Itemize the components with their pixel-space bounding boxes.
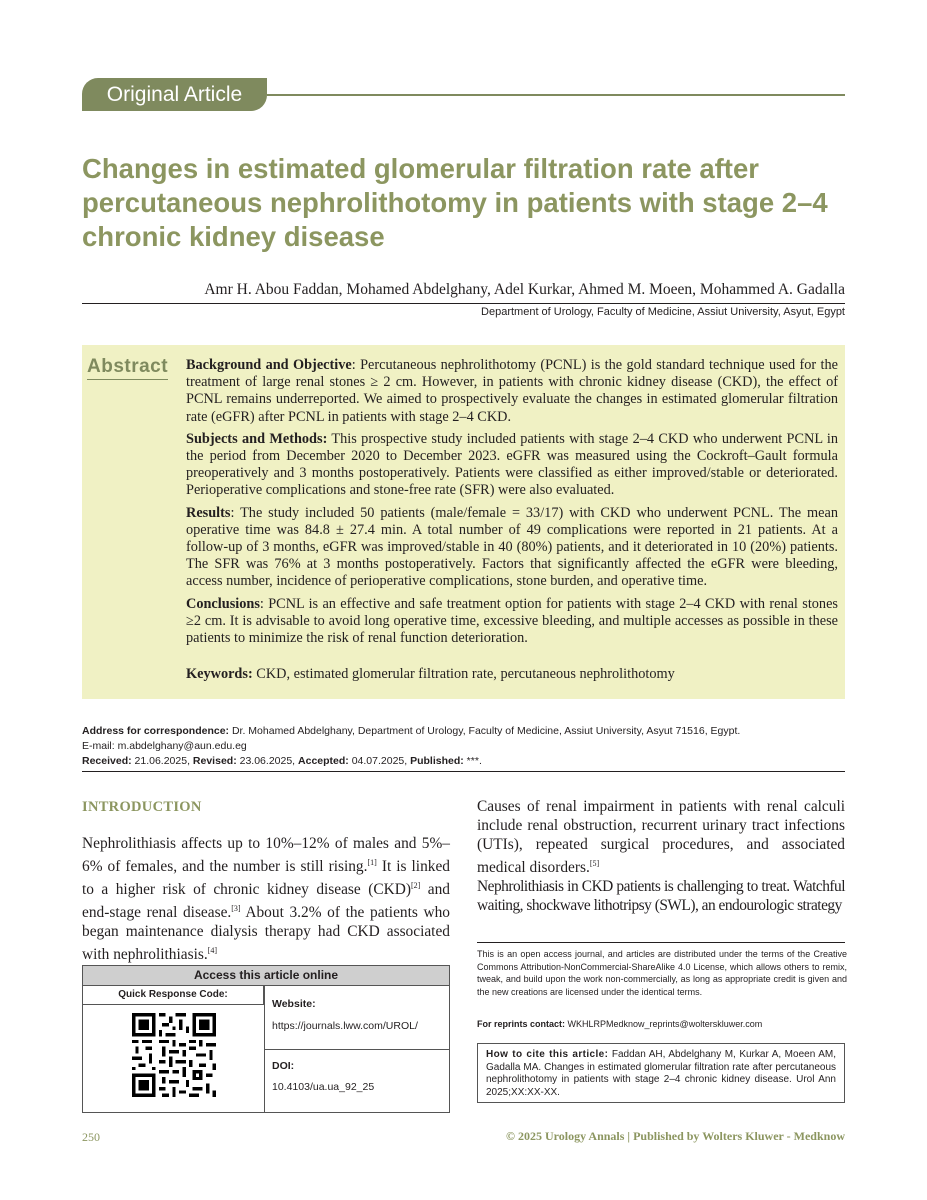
divider [477, 942, 845, 943]
section-tag: Original Article [82, 78, 267, 111]
conclusions-text: : PCNL is an effective and safe treatment option for patients with stage 2–4 CKD with renal stones ≥2 cm. It is advisable to avoid long operative time, excessive bleeding, and multiple accesses as possible in these patients to minimize the risk of renal function deterioration. [186, 595, 838, 647]
revised-value: 23.06.2025, [236, 755, 299, 767]
citation-body: Faddan AH, Abdelghany M, Kurkar A, Moeen AM, Gadalla MA. Changes in estimated glomerular filtration rate after percutaneous nephrolithotomy in patients with stage 2–4 chronic kidney disease. Urol Ann 2025;XX:XX‑XX. [486, 1049, 836, 1098]
qr-code-icon[interactable] [132, 1013, 216, 1097]
address-line [82, 724, 852, 739]
keywords-heading: Keywords: [186, 666, 253, 683]
received-heading: Received: [82, 755, 132, 767]
affiliation: Department of Urology, Faculty of Medicine, Assiut University, Asyut, Egypt [481, 306, 845, 318]
citation-ref: [5] [589, 859, 600, 868]
doi-label: DOI: [272, 1060, 295, 1072]
box-divider [264, 1049, 450, 1050]
abstract-label: Abstract [87, 356, 168, 380]
citation-text [486, 1049, 836, 1099]
results-heading: Results [186, 504, 231, 521]
intro-paragraph-3: Nephrolithiasis in CKD patients is challenging to treat. Watchful waiting, shockwave lithotripsy (SWL), an endourologic strategy [477, 878, 845, 914]
text-run: and end‑stage renal disease. [82, 881, 450, 922]
license-text: This is an open access journal, and articles are distributed under the terms of the Creative Commons Attribution‑NonCommercial‑ShareAlike 4.0 License, which allows others to remix, tweak, and build upon the work non‑commercially, as long as appropriate credit is given and the new creations are licensed under the identical terms. [477, 949, 847, 997]
author-list: Amr H. Abou Faddan, Mohamed Abdelghany, Adel Kurkar, Ahmed M. Moeen, Mohammed A. Gadalla [204, 281, 845, 298]
published-heading: Published: [410, 755, 464, 767]
accepted-value: 04.07.2025, [348, 755, 411, 767]
accepted-heading: Accepted: [298, 755, 349, 767]
dates-line [82, 754, 852, 769]
website-label: Website: [272, 998, 316, 1010]
address-text: Dr. Mohamed Abdelghany, Department of Urology, Faculty of Medicine, Assiut University, Asyut 71516, Egypt. [229, 725, 741, 737]
citation-label: How to cite this article: [486, 1049, 609, 1060]
abstract-results [186, 505, 838, 591]
conclusions-heading: Conclusions [186, 595, 260, 612]
text-run: About 3.2% of the patients who began maintenance dialysis therapy had CKD associated with nephrolithiasis. [82, 904, 450, 964]
qr-label: Quick Response Code: [82, 985, 264, 1005]
article-title: Changes in estimated glomerular filtration rate after percutaneous nephrolithotomy in patients with stage 2–4 chronic kidney disease [82, 153, 828, 252]
reprints-label: For reprints contact: [477, 1019, 566, 1029]
text-run: It is linked to a higher risk of chronic kidney disease (CKD) [82, 858, 450, 899]
received-value: 21.06.2025, [131, 755, 193, 767]
footer-journal: © 2025 Urology Annals | Published by Wolters Kluwer - Medknow [506, 1129, 845, 1143]
abstract-background [186, 357, 838, 426]
citation-box [477, 1043, 845, 1103]
results-text: : The study included 50 patients (male/female = 33/17) with CKD who underwent PCNL. The mean operative time was 84.8 ± 27.4 min. A total number of 49 complications were reported in 21 patients. At a follow‑up of 3 months, eGFR was improved/stable in 40 (80%) patients, and it deteriorated in 10 (20%) patients. The SFR was 76% at 3 months postoperatively. Factors that significantly affected the eGFR were bleeding, access number, incidence of perioperative complications, stone burden, and operative time. [186, 504, 838, 590]
citation-ref: [4] [207, 946, 218, 956]
divider [82, 771, 845, 772]
address-heading: Address for correspondence: [82, 725, 230, 737]
website-link[interactable]: https://journals.lww.com/UROL/ [272, 1020, 418, 1032]
page-number: 250 [82, 1130, 100, 1144]
citation-ref: [2] [410, 881, 421, 891]
keywords-text: CKD, estimated glomerular filtration rate, percutaneous nephrolithotomy [252, 666, 675, 683]
background-text: : Percutaneous nephrolithotomy (PCNL) is the gold standard technique used for the treatment of large renal stones ≥ 2 cm. However, in patients with chronic kidney disease (CKD), the effect of PCNL remains underreported. We aimed to prospectively evaluate the changes in estimated glomerular filtration rate (eGFR) after PCNL in patients with stage 2–4 CKD. [186, 357, 839, 425]
abstract-methods [186, 431, 838, 500]
abstract-keywords [186, 666, 838, 683]
text-run: Nephrolithiasis affects up to 10%–12% of males and 5%–6% of females, and the number is still rising. [82, 835, 450, 876]
intro-paragraph-1 [82, 834, 450, 965]
email-line: E-mail: m.abdelghany@aun.edu.eg [82, 740, 247, 752]
reprints-email[interactable]: WKHLRPMedknow_reprints@wolterskluwer.com [565, 1019, 763, 1029]
citation-ref: [1] [367, 858, 377, 867]
abstract-text [186, 357, 838, 688]
text-run: Causes of renal impairment in patients with renal calculi include renal obstruction, recurrent urinary tract infections (UTIs), repeated surgical procedures, and associated medical disorders. [477, 798, 845, 877]
section-heading-introduction: INTRODUCTION [82, 799, 202, 815]
intro-paragraph-2 [477, 797, 845, 877]
methods-heading: Subjects and Methods: [186, 430, 328, 447]
reprints-contact [477, 1019, 762, 1029]
correspondence-block [82, 724, 852, 769]
header-rule [267, 94, 845, 96]
doi-link[interactable]: 10.4103/ua.ua_92_25 [272, 1081, 375, 1093]
methods-text: This prospective study included patients with stage 2–4 CKD who underwent PCNL in the period from December 2020 to December 2023. eGFR was measured using the Cockroft–Gault formula preoperatively and 3 months postoperatively. Patients were classified as either improved/stable or deteriorated. Perioperative complications and stone‑free rate (SFR) were also evaluated. [186, 430, 838, 499]
background-heading: Background and Objective [186, 357, 352, 373]
citation-ref: [3] [231, 904, 241, 914]
revised-heading: Revised: [192, 755, 237, 767]
access-box-title: Access this article online [82, 965, 450, 986]
abstract-conclusions [186, 596, 838, 648]
divider [82, 303, 845, 304]
published-value: ***. [463, 755, 482, 767]
